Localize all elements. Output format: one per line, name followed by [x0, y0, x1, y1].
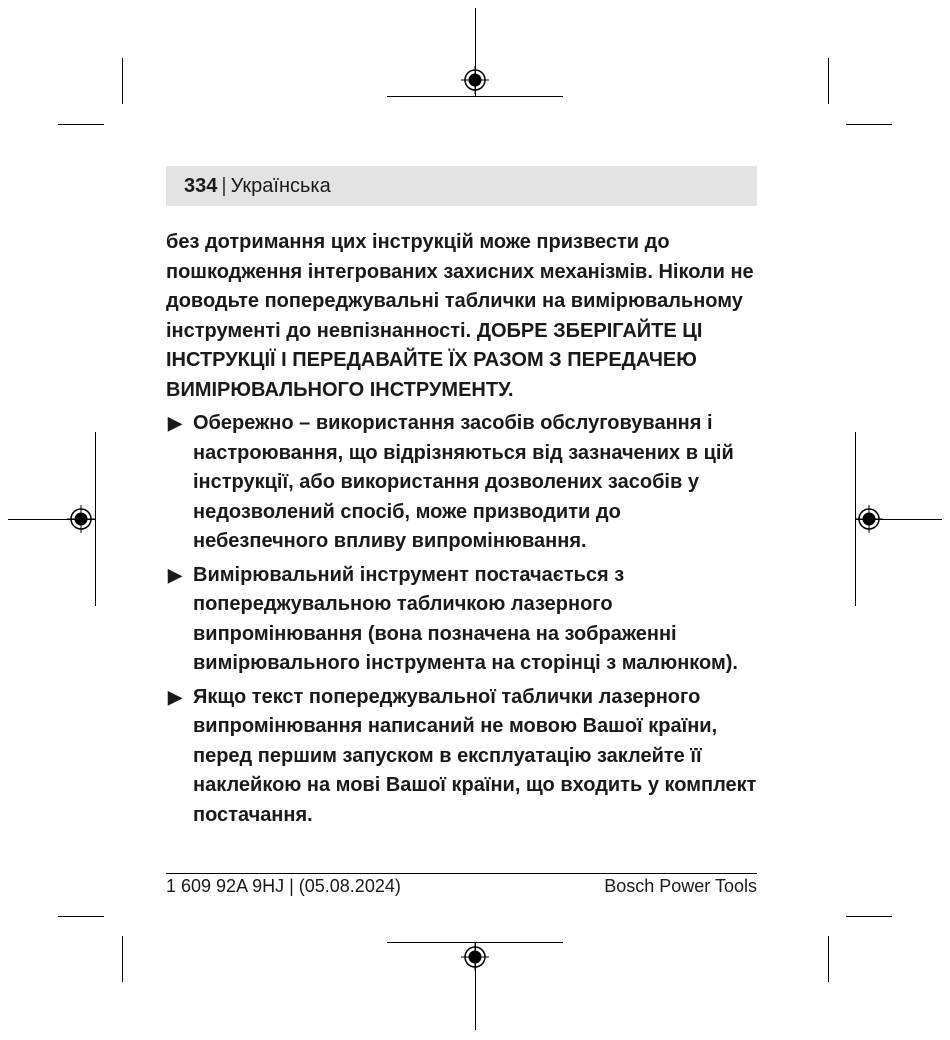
- registration-mark-icon: [461, 943, 489, 971]
- page-body: [166, 228, 761, 830]
- page-header: [166, 166, 757, 206]
- bullet-triangle-icon: ▶: [168, 686, 182, 707]
- crop-mark: [828, 936, 829, 982]
- intro-paragraph: без дотримання цих інструкцій може призвести до пошкодження інтегрованих захисних механізмів. Ніколи не доводьте попереджувальні таблички на вимірювальному інструменті до невпізнанності. ДОБРЕ ЗБЕРІГАЙТЕ ЦІ ІНСТРУКЦІЇ І ПЕРЕДАВАЙТЕ ЇХ РАЗОМ З ПЕРЕДАЧЕЮ ВИМІРЮВАЛЬНОГО ІНСТРУМЕНТУ.: [166, 231, 754, 401]
- list-item: [166, 683, 761, 831]
- registration-mark-icon: [461, 66, 489, 94]
- registration-mark-icon: [855, 505, 883, 533]
- page-number: 334: [184, 174, 218, 197]
- crop-mark: [58, 124, 104, 125]
- brand-name: Bosch Power Tools: [604, 876, 757, 896]
- registration-mark-icon: [67, 505, 95, 533]
- crop-mark: [387, 96, 563, 97]
- header-separator: |: [221, 174, 227, 197]
- list-item: [166, 409, 761, 557]
- crop-mark: [846, 124, 892, 125]
- bullet-text: Якщо текст попереджувальної таблички лазерного випромінювання написаний не мовою Вашої країни, перед першим запуском в експлуатацію заклейте її наклейкою на мові Вашої країни, що входить у комплект постачання.: [193, 685, 757, 826]
- page-footer: [166, 876, 757, 897]
- crop-mark: [122, 58, 123, 104]
- crop-mark: [58, 916, 104, 917]
- crop-mark: [95, 432, 96, 606]
- document-code: 1 609 92A 9HJ | (05.08.2024): [166, 876, 401, 896]
- bullet-triangle-icon: ▶: [168, 413, 182, 433]
- footer-rule: [166, 873, 757, 874]
- bullet-triangle-icon: ▶: [168, 564, 182, 585]
- crop-mark: [828, 58, 829, 104]
- list-item: [166, 561, 761, 679]
- crop-mark: [122, 936, 123, 982]
- bullet-text: Обережно – використання засобів обслуговування і настроювання, що відрізняються від зазначених в цій інструкції, або використання дозволених засобів у недозволений спосіб, може призводити до небезпечного впливу випромінювання.: [193, 412, 734, 552]
- crop-mark: [846, 916, 892, 917]
- language-label: Українська: [230, 174, 331, 197]
- bullet-text: Вимірювальний інструмент постачається з попереджувальною табличкою лазерного випромінювання (вона позначена на зображенні вимірювального інструмента на сторінці з малюнком).: [193, 563, 738, 674]
